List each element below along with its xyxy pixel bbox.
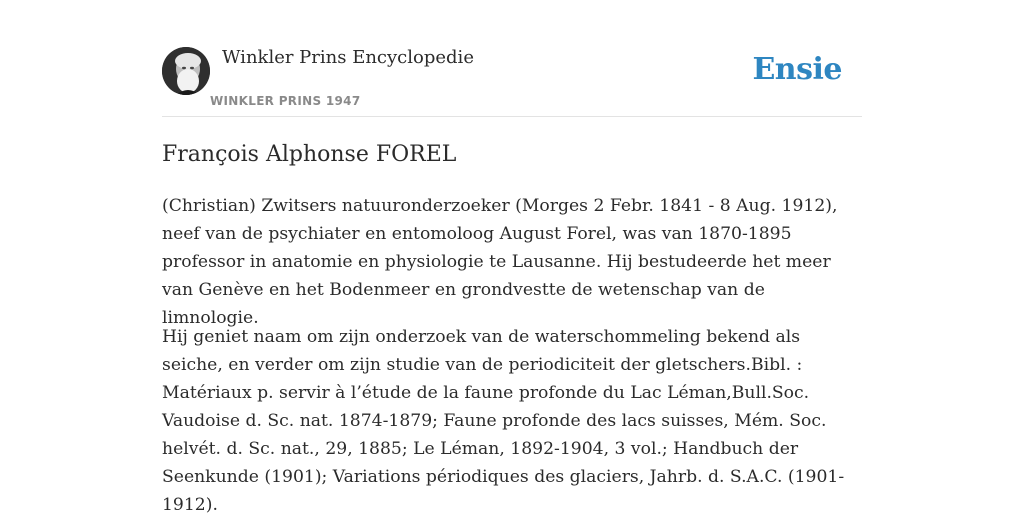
portrait-avatar-icon[interactable] [162,47,210,95]
source-subtitle: WINKLER PRINS 1947 [210,94,361,108]
article-title: François Alphonse FOREL [162,142,457,167]
article-paragraph: (Christian) Zwitsers natuuronderzoeker (Morges 2 Febr. 1841 - 8 Aug. 1912), neef van de psychiater en entomoloog August Forel, was van 1870-1895 professor in anatomie en physiologie te Lausanne. Hij bestudeerde het meer van Genève en het Bodenmeer en grondvestte de wetenschap van de limnologie. [162,196,838,328]
entry-card [162,0,862,515]
source-header [162,0,862,117]
source-title[interactable]: Winkler Prins Encyclopedie [222,47,474,68]
brand-logo[interactable]: Ensie [752,52,842,87]
article-paragraph: Hij geniet naam om zijn onderzoek van de waterschommeling bekend als seiche, en verder om zijn studie van de periodiciteit der gletschers.Bibl. : Matériaux p. servir à l’étude de la faune profonde du Lac Léman,Bull.Soc. Vaudoise d. Sc. nat. 1874-1879; Faune profonde des lacs suisses, Mém. Soc. helvét. d. Sc. nat., 29, 1885; Le Léman, 1892-1904, 3 vol.; Handbuch der Seenkunde (1901); Variations périodiques des glaciers, Jahrb. d. S.A.C. (1901-1912). [162,327,845,515]
